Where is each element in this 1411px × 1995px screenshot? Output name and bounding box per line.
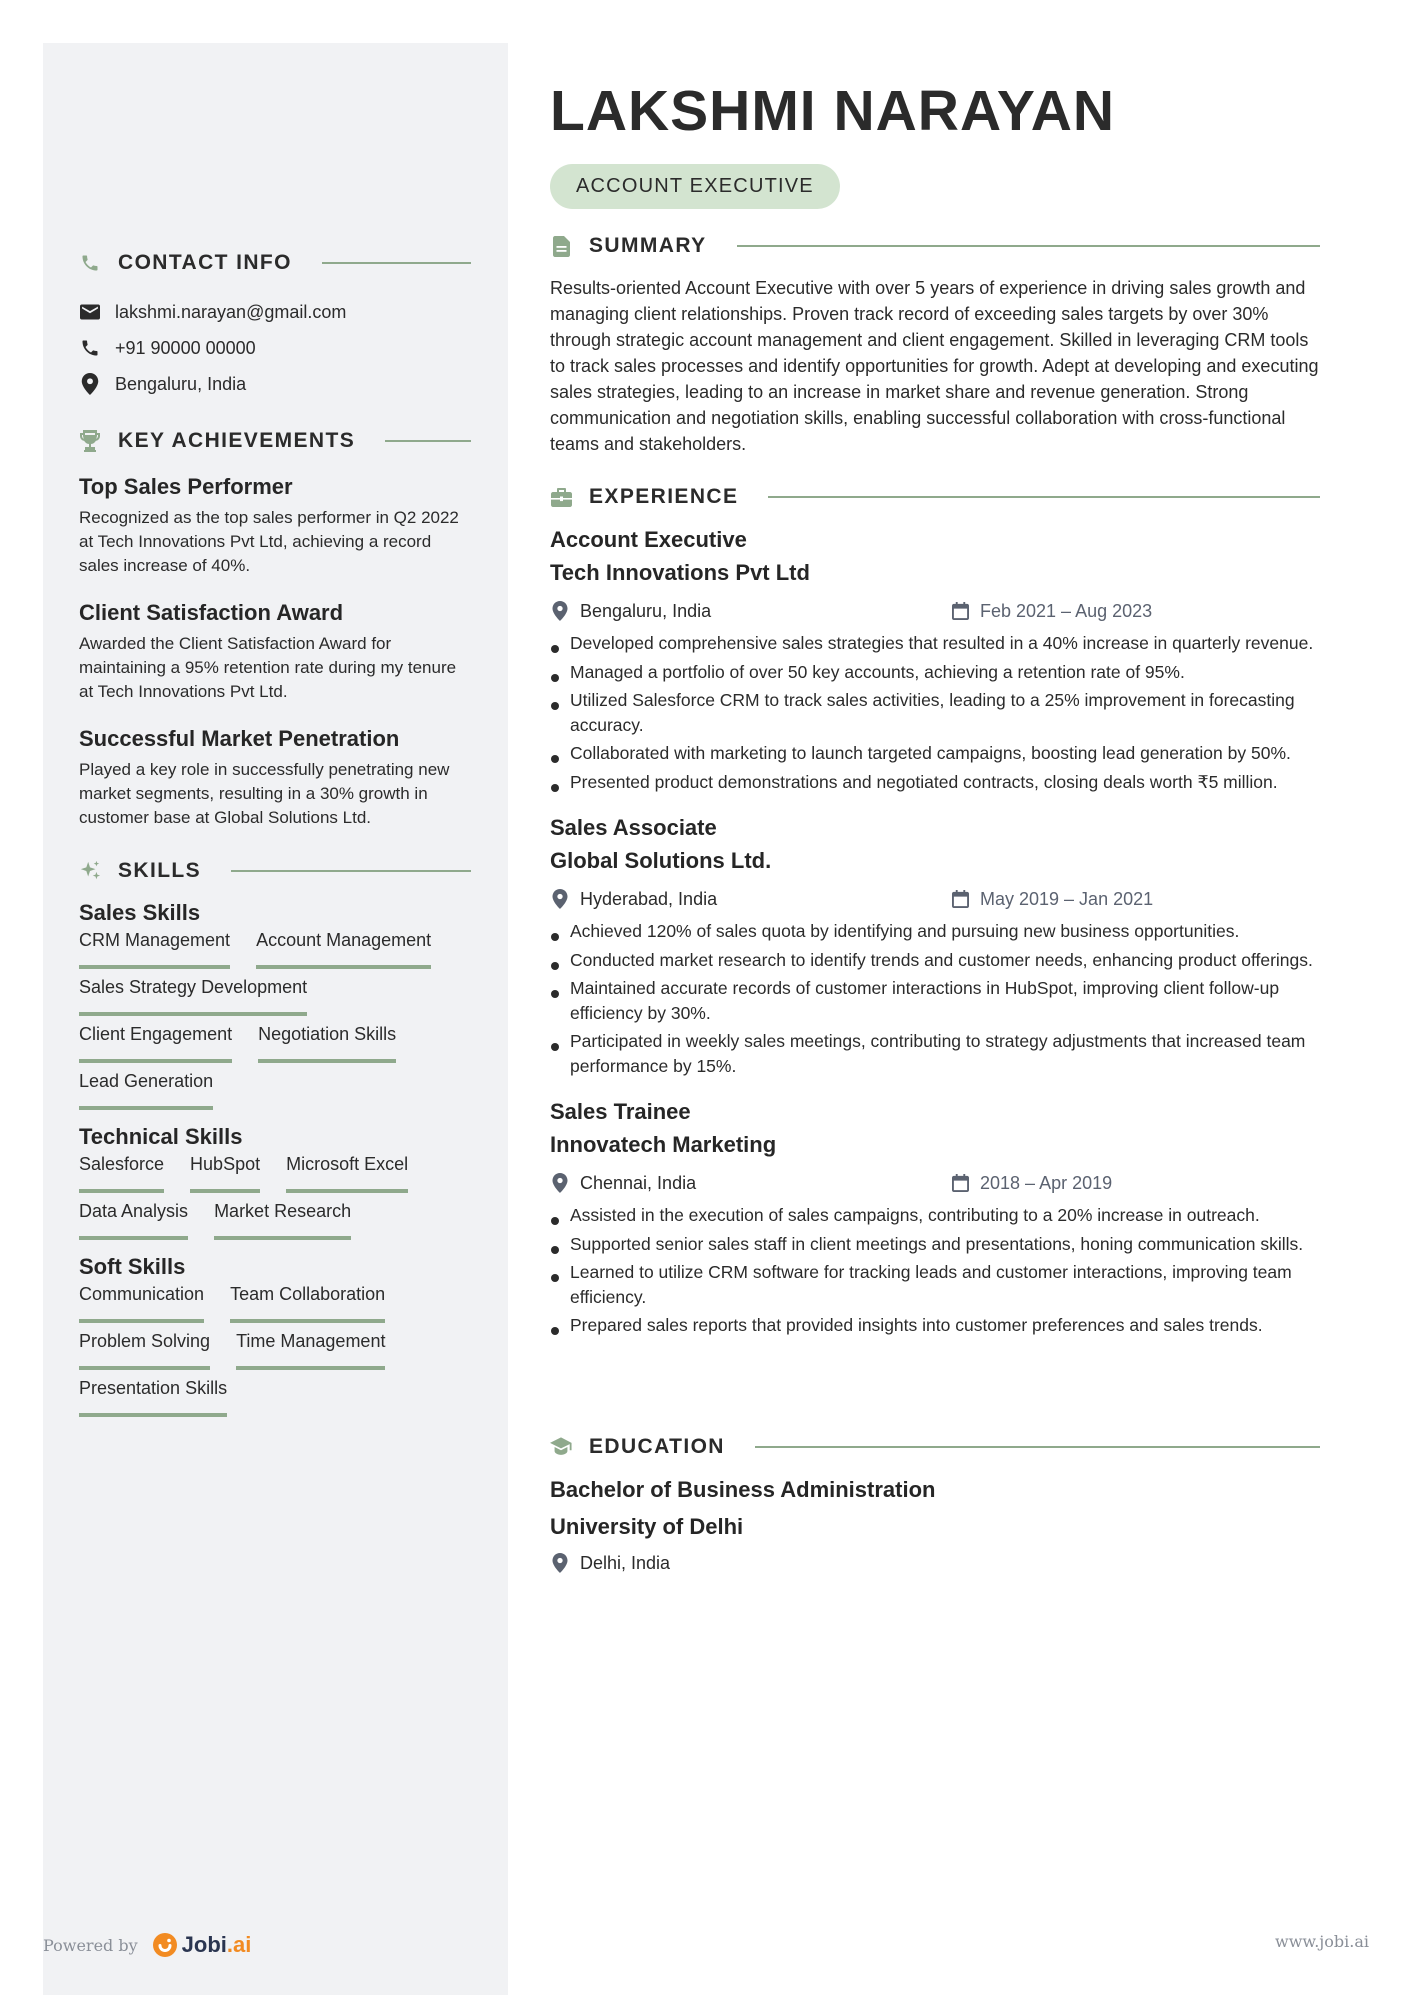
skill-chip: Microsoft Excel [286, 1154, 408, 1193]
skill-chip: Sales Strategy Development [79, 977, 307, 1016]
phone-text: +91 90000 00000 [115, 337, 256, 358]
location-pin-icon [550, 1173, 570, 1193]
achievement-item [79, 598, 471, 704]
email-icon [79, 304, 101, 320]
section-divider [322, 262, 471, 264]
logo-suffix-text: .ai [226, 1932, 252, 1957]
section-divider [768, 496, 1320, 498]
email-text[interactable]: lakshmi.narayan@gmail.com [115, 301, 347, 322]
achievement-item [79, 472, 471, 578]
job-location [550, 889, 950, 910]
section-divider [755, 1446, 1320, 1448]
summary-section [550, 231, 1320, 457]
education-meta [550, 1547, 1320, 1579]
location-text: Bengaluru, India [115, 373, 247, 394]
job-location-text: Hyderabad, India [580, 888, 718, 909]
bullet-item: Learned to utilize CRM software for tracking leads and customer interactions, improving team efficiency. [550, 1260, 1320, 1309]
experience-section [550, 482, 1320, 1342]
skill-group [79, 898, 471, 1110]
achievements-section-header [79, 426, 471, 456]
footer-powered-by [43, 1932, 251, 1958]
skill-group [79, 1122, 471, 1240]
jobi-logo[interactable] [152, 1932, 252, 1958]
job-meta [550, 1167, 1320, 1199]
skill-chips [79, 1276, 471, 1417]
job-meta [550, 595, 1320, 627]
contact-email [79, 294, 471, 330]
skill-chip: Negotiation Skills [258, 1024, 396, 1063]
contact-list [79, 294, 471, 402]
candidate-name: LAKSHMI NARAYAN [550, 79, 1116, 143]
sidebar [43, 43, 508, 1995]
summary-text: Results-oriented Account Executive with over 5 years of experience in driving sales growth and managing client relationships. Proven track record of exceeding sales targets by over 30% through strategic account management and client engagement. Skilled in leveraging CRM tools to track sales processes and identify opportunities for growth. Adept at developing and executing sales strategies, leading to an increase in market share and revenue generation. Strong communication and negotiation skills, enabling successful collaboration with cross-functional teams and stakeholders. [550, 278, 1319, 454]
skill-chip: Problem Solving [79, 1331, 210, 1370]
jobi-logo-icon [152, 1932, 178, 1958]
phone-icon [79, 338, 101, 358]
bullet-item: Achieved 120% of sales quota by identifying and pursuing new business opportunities. [550, 919, 1320, 944]
job-entry [550, 1095, 1320, 1338]
job-location-text: Chennai, India [580, 1172, 697, 1193]
achievement-title: Successful Market Penetration [79, 726, 400, 751]
calendar-icon [950, 890, 970, 908]
skill-group [79, 1252, 471, 1417]
experience-section-header [550, 482, 1320, 512]
location-pin-icon [550, 889, 570, 909]
skill-chip: Data Analysis [79, 1201, 188, 1240]
contact-phone [79, 330, 471, 366]
skill-group-title: Technical Skills [79, 1124, 243, 1149]
school: University of Delhi [550, 1514, 744, 1539]
skill-chips [79, 922, 471, 1110]
section-divider [737, 245, 1320, 247]
job-dates [950, 601, 1152, 622]
job-dates-text: Feb 2021 – Aug 2023 [980, 600, 1153, 621]
footer-website[interactable]: www.jobi.ai [1275, 1932, 1369, 1951]
education-location-text: Delhi, India [580, 1552, 671, 1573]
job-bullets [550, 631, 1320, 794]
education-section-header [550, 1432, 1320, 1462]
contact-section-header [79, 248, 471, 278]
contact-title: CONTACT INFO [118, 251, 292, 274]
section-divider [385, 440, 471, 442]
job-company: Tech Innovations Pvt Ltd [550, 560, 810, 585]
bullet-item: Participated in weekly sales meetings, contributing to strategy adjustments that increased team performance by 15%. [550, 1029, 1320, 1078]
summary-title: SUMMARY [589, 234, 707, 257]
bullet-item: Presented product demonstrations and negotiated contracts, closing deals worth ₹5 million. [550, 770, 1320, 795]
job-location [550, 601, 950, 622]
achievements-title: KEY ACHIEVEMENTS [118, 429, 356, 452]
role-badge: ACCOUNT EXECUTIVE [550, 164, 840, 209]
job-company: Global Solutions Ltd. [550, 848, 772, 873]
trophy-icon [79, 430, 101, 452]
calendar-icon [950, 1174, 970, 1192]
job-location [550, 1173, 950, 1194]
degree: Bachelor of Business Administration [550, 1477, 936, 1502]
job-dates-text: 2018 – Apr 2019 [980, 1172, 1113, 1193]
skill-chip: CRM Management [79, 930, 230, 969]
education-location [550, 1553, 950, 1574]
skill-group-title: Soft Skills [79, 1254, 186, 1279]
skills-title: SKILLS [118, 859, 202, 882]
achievement-title: Top Sales Performer [79, 474, 293, 499]
skill-chip: Presentation Skills [79, 1378, 227, 1417]
location-pin-icon [550, 601, 570, 621]
skill-chip: Salesforce [79, 1154, 164, 1193]
skills-section-header [79, 856, 471, 886]
graduation-cap-icon [550, 1436, 572, 1458]
achievement-desc: Awarded the Client Satisfaction Award for maintaining a 95% retention rate during my tenure at Tech Innovations Pvt Ltd. [79, 634, 457, 701]
job-title: Account Executive [550, 527, 747, 552]
skill-chip: Account Management [256, 930, 431, 969]
job-title: Sales Trainee [550, 1099, 691, 1124]
calendar-icon [950, 602, 970, 620]
sparkle-icon [79, 860, 101, 882]
skill-chip: HubSpot [190, 1154, 260, 1193]
job-entry [550, 811, 1320, 1078]
bullet-item: Conducted market research to identify trends and customer needs, enhancing product offerings. [550, 948, 1320, 973]
skill-chip: Team Collaboration [230, 1284, 385, 1323]
education-title: EDUCATION [589, 1435, 725, 1458]
skill-chip: Client Engagement [79, 1024, 232, 1063]
powered-by-text: Powered by [43, 1935, 138, 1955]
logo-main-text: Jobi [181, 1932, 227, 1957]
achievement-title: Client Satisfaction Award [79, 600, 344, 625]
job-bullets [550, 919, 1320, 1078]
job-dates-text: May 2019 – Jan 2021 [980, 888, 1154, 909]
skill-chip: Time Management [236, 1331, 385, 1370]
skill-chip: Lead Generation [79, 1071, 213, 1110]
job-entry [550, 523, 1320, 794]
skill-chips [79, 1146, 471, 1240]
contact-location [79, 366, 471, 402]
bullet-item: Managed a portfolio of over 50 key accounts, achieving a retention rate of 95%. [550, 660, 1320, 685]
job-meta [550, 883, 1320, 915]
job-title: Sales Associate [550, 815, 717, 840]
bullet-item: Maintained accurate records of customer interactions in HubSpot, improving client follow-up efficiency by 30%. [550, 976, 1320, 1025]
phone-icon [79, 252, 101, 274]
achievement-item [79, 724, 471, 830]
location-pin-icon [79, 373, 101, 395]
bullet-item: Collaborated with marketing to launch targeted campaigns, boosting lead generation by 50%. [550, 741, 1320, 766]
skill-chip: Communication [79, 1284, 204, 1323]
sidebar-content [79, 248, 471, 1417]
job-dates [950, 1173, 1112, 1194]
document-icon [550, 235, 572, 257]
education-section [550, 1432, 1320, 1579]
summary-section-header [550, 231, 1320, 261]
skill-group-title: Sales Skills [79, 900, 201, 925]
job-company: Innovatech Marketing [550, 1132, 777, 1157]
bullet-item: Supported senior sales staff in client meetings and presentations, honing communication skills. [550, 1232, 1320, 1257]
location-pin-icon [550, 1553, 570, 1573]
bullet-item: Prepared sales reports that provided insights into customer preferences and sales trends. [550, 1313, 1320, 1338]
skill-chip: Market Research [214, 1201, 351, 1240]
job-bullets [550, 1203, 1320, 1338]
bullet-item: Utilized Salesforce CRM to track sales activities, leading to a 25% improvement in forecasting accuracy. [550, 688, 1320, 737]
job-location-text: Bengaluru, India [580, 600, 712, 621]
experience-title: EXPERIENCE [589, 485, 739, 508]
section-divider [231, 870, 471, 872]
bullet-item: Assisted in the execution of sales campaigns, contributing to a 20% increase in outreach. [550, 1203, 1320, 1228]
briefcase-icon [550, 486, 572, 508]
job-dates [950, 889, 1153, 910]
bullet-item: Developed comprehensive sales strategies that resulted in a 40% increase in quarterly revenue. [550, 631, 1320, 656]
achievement-desc: Played a key role in successfully penetrating new market segments, resulting in a 30% growth in customer base at Global Solutions Ltd. [79, 760, 450, 827]
achievement-desc: Recognized as the top sales performer in Q2 2022 at Tech Innovations Pvt Ltd, achieving a record sales increase of 40%. [79, 508, 459, 575]
